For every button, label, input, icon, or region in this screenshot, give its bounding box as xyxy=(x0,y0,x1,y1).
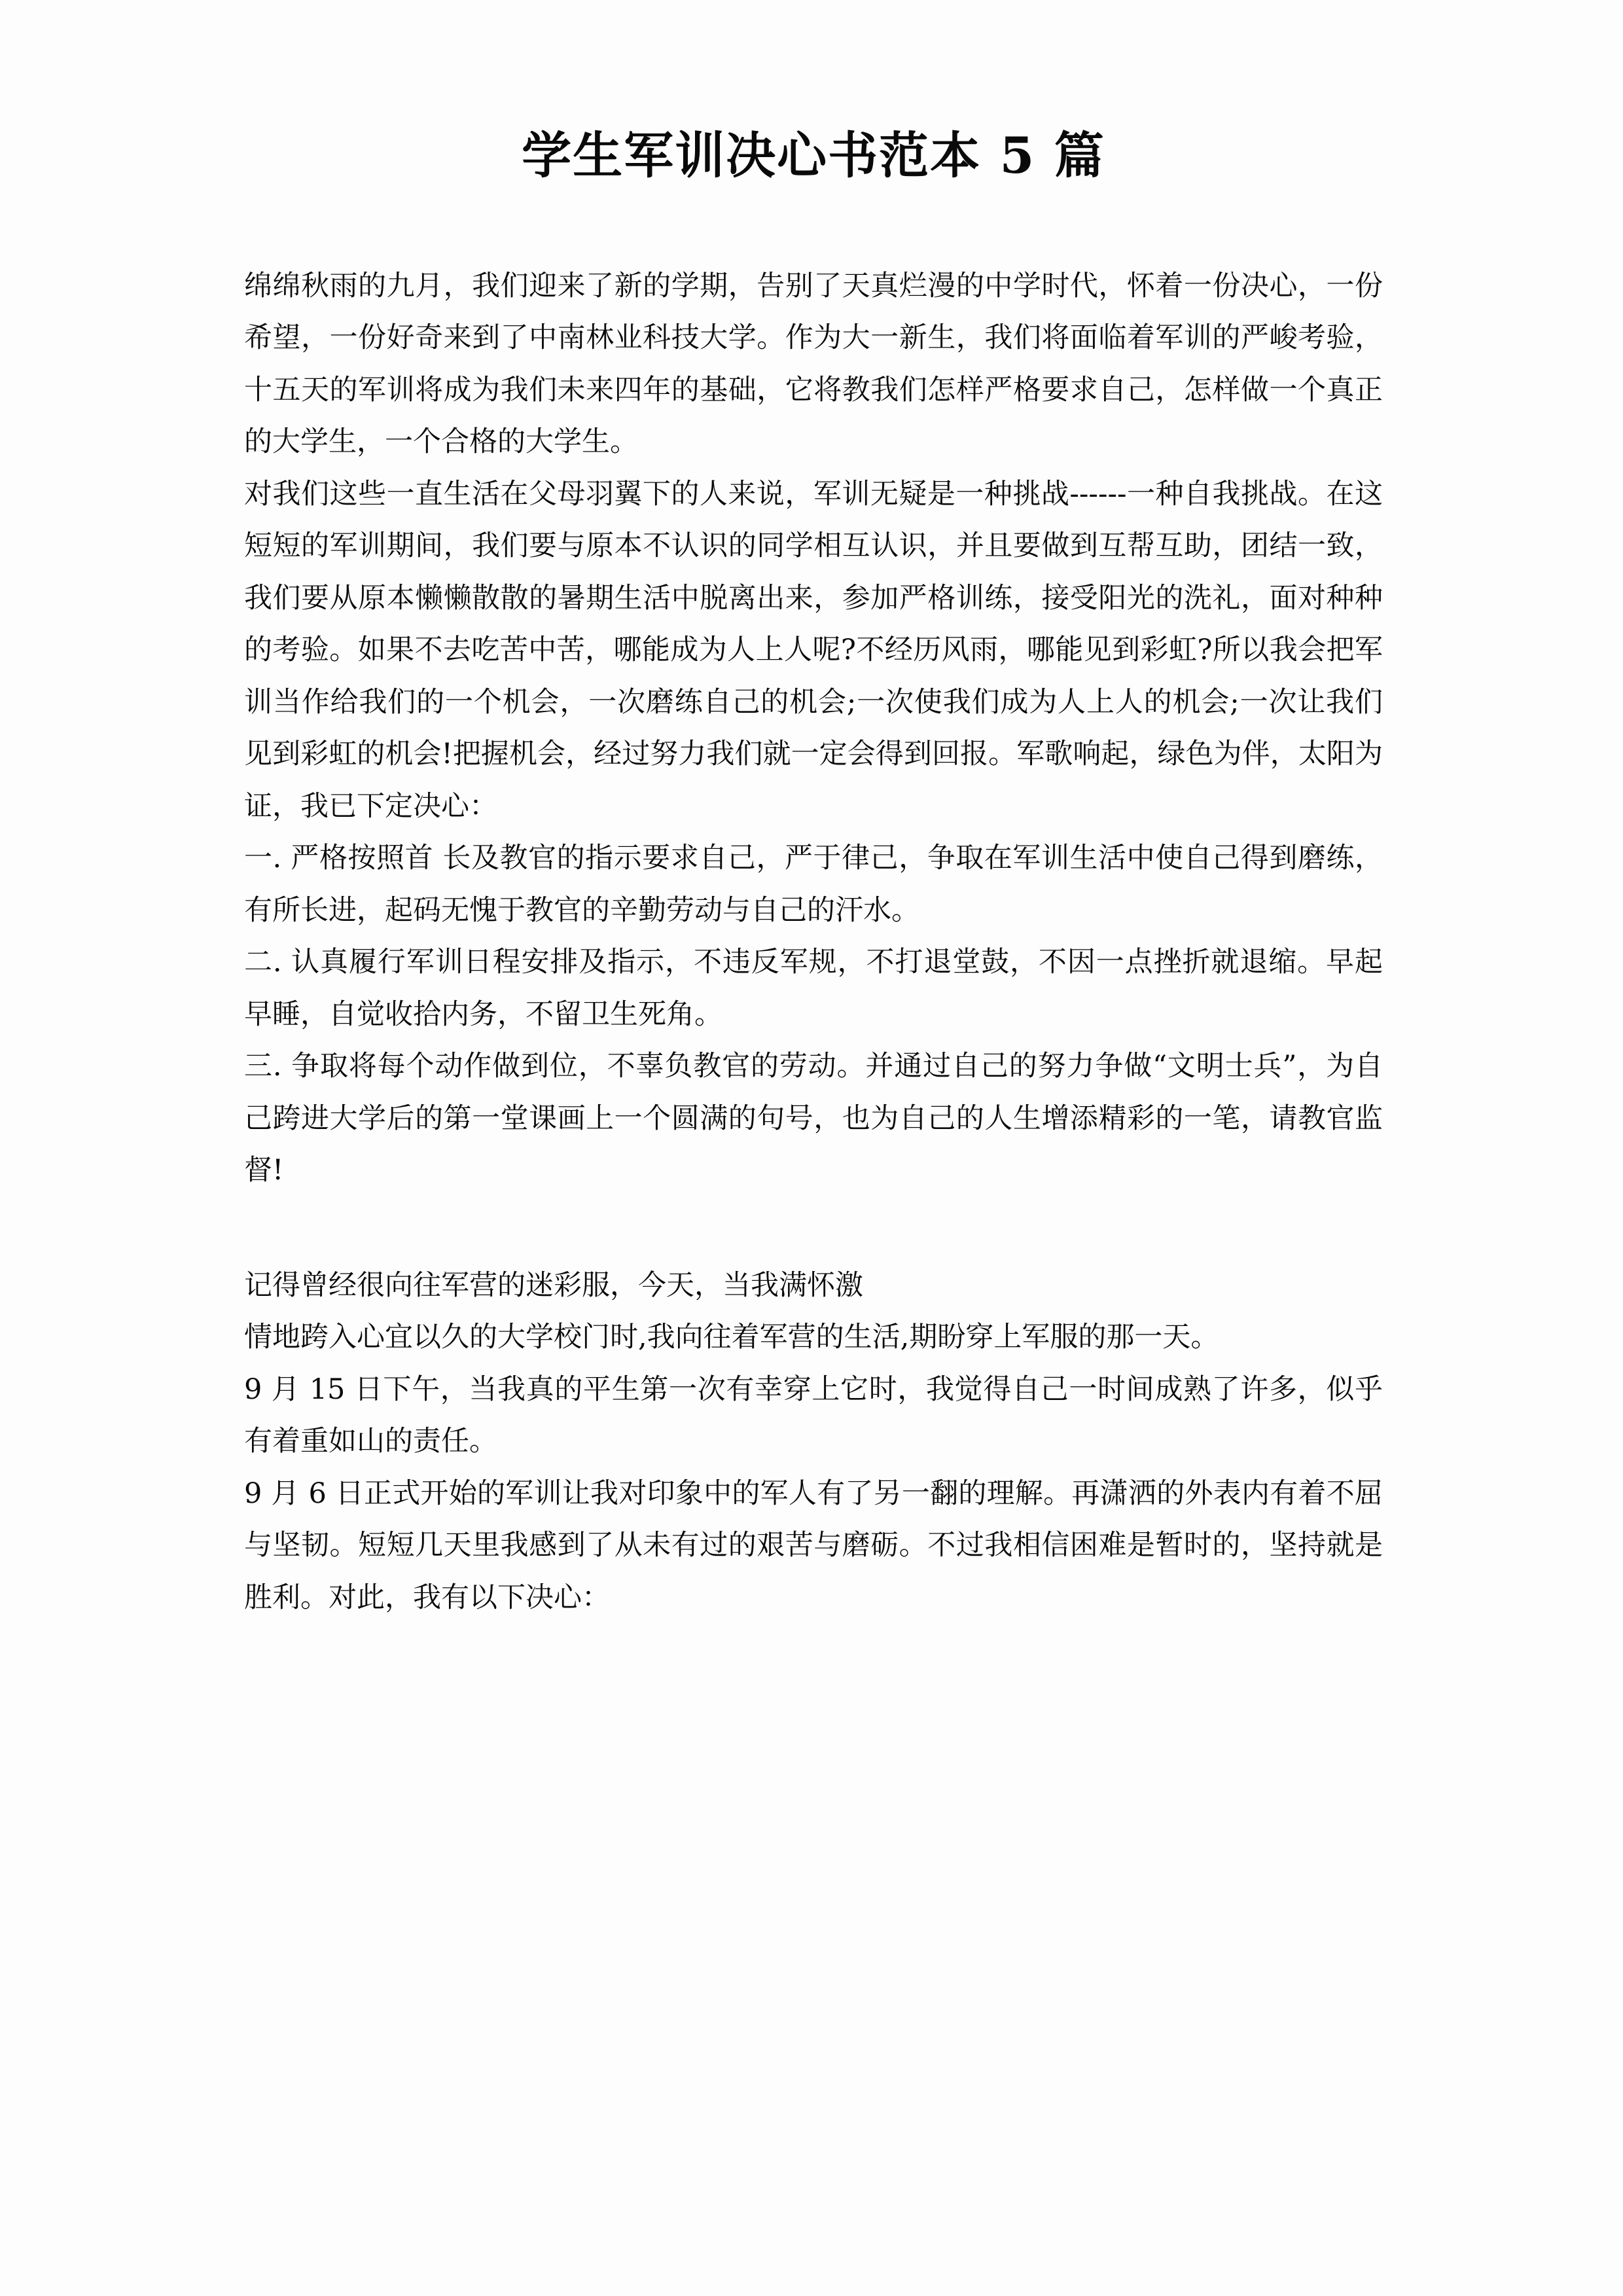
resolution-item-three: 三. 争取将每个动作做到位，不辜负教官的劳动。并通过自己的努力争做“文明士兵”，为自己跨进大学后的第一堂课画上一个圆满的句号，也为自己的人生增添精彩的一笔，请教官监督! xyxy=(244,1050,1383,1187)
paragraph-campus-entry: 情地跨入心宜以久的大学校门时,我向往着军营的生活,期盼穿上军服的那一天。 xyxy=(244,1321,1219,1354)
paragraph-sept-six: 9 月 6 日正式开始的军训让我对印象中的军人有了另一翻的理解。再潇洒的外表内有着不屈与坚韧。短短几天里我感到了从未有过的艰苦与磨砺。不过我相信困难是暂时的，坚持就是胜利。对此，我有以下决心： xyxy=(244,1477,1383,1614)
paragraph-camouflage-intro: 记得曾经很向往军营的迷彩服，今天，当我满怀激 xyxy=(244,1268,863,1302)
paragraph-challenge: 对我们这些一直生活在父母羽翼下的人来说，军训无疑是一种挑战------一种自我挑战。在这短短的军训期间，我们要与原本不认识的同学相互认识，并且要做到互帮互助，团结一致，我们要从原本懒懒散散的暑期生活中脱离出来，参加严格训练，接受阳光的洗礼，面对种种的考验。如果不去吃苦中苦，哪能成为人上人呢?不经历风雨，哪能见到彩虹?所以我会把军训当作给我们的一个机会，一次磨练自己的机会;一次使我们成为人上人的机会;一次让我们见到彩虹的机会!把握机会，经过努力我们就一定会得到回报。军歌响起，绿色为伴，太阳为证，我已下定决心： xyxy=(244,477,1383,823)
resolution-item-one: 一. 严格按照首 长及教官的指示要求自己，严于律己，争取在军训生活中使自己得到磨练，有所长进，起码无愧于教官的辛勤劳动与自己的汗水。 xyxy=(244,842,1383,927)
page-content-column xyxy=(244,0,1383,1624)
paragraph-intro: 绵绵秋雨的九月，我们迎来了新的学期，告别了天真烂漫的中学时代，怀着一份决心，一份希望，一份好奇来到了中南林业科技大学。作为大一新生，我们将面临着军训的严峻考验，十五天的军训将成为我们未来四年的基础，它将教我们怎样严格要求自己，怎样做一个真正的大学生，一个合格的大学生。 xyxy=(244,269,1383,459)
document-body xyxy=(244,260,1383,1624)
section-divider-blank-line xyxy=(244,1197,1383,1260)
page-title: 学生军训决心书范本 5 篇 xyxy=(522,126,1105,185)
paragraph-sept-fifteen: 9 月 15 日下午，当我真的平生第一次有幸穿上它时，我觉得自己一时间成熟了许多，似乎有着重如山的责任。 xyxy=(244,1372,1383,1458)
resolution-item-two: 二. 认真履行军训日程安排及指示，不违反军规，不打退堂鼓，不因一点挫折就退缩。早起早睡，自觉收拾内务，不留卫生死角。 xyxy=(244,946,1383,1031)
